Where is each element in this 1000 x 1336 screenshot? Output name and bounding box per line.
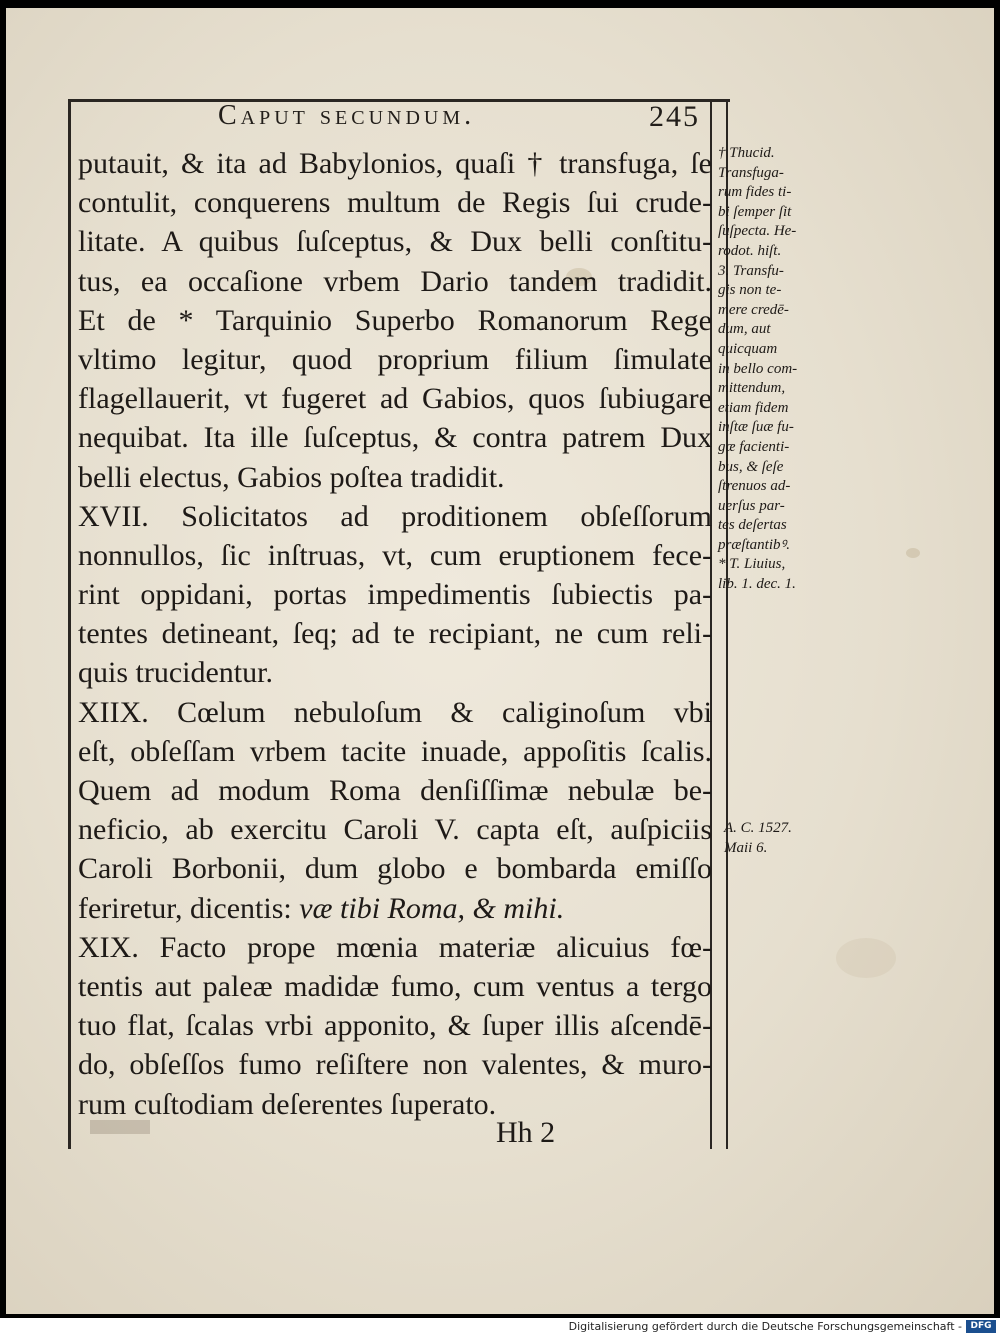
margin-note-line: mittendum, — [718, 380, 786, 397]
text-line: quis trucidentur. — [78, 656, 273, 690]
margin-note-line: etiam fidem — [718, 399, 789, 416]
paper-stain — [836, 938, 896, 978]
signature-mark: Hh 2 — [496, 1116, 556, 1149]
text-line: tentis aut paleæ madidæ fumo, cum ventus a tergo — [78, 969, 712, 1003]
paper-stain — [906, 548, 920, 558]
text-line: rum cuſtodiam deſerentes ſuperato. — [78, 1087, 497, 1121]
dfg-logo: DFG — [966, 1320, 996, 1333]
text-line: vltimo legitur, quod proprium filium ſimulate — [78, 342, 712, 376]
text-line: eſt, obſeſſam vrbem tacite inuade, appoſitis ſcalis. — [78, 734, 712, 768]
running-title: Caput secundum. — [218, 100, 476, 131]
margin-note-line: lib. 1. dec. 1. — [718, 576, 796, 593]
text-line: flagellauerit, vt fugeret ad Gabios, quos ſubiugare — [78, 382, 712, 416]
margin-note-line: rodot. hiſt. — [718, 242, 782, 259]
margin-note-line: * T. Liuius, — [718, 556, 786, 573]
margin-note-line: Maii 6. — [724, 840, 768, 856]
book-page — [6, 8, 994, 1314]
margin-note-line: bus, & ſeſe — [718, 458, 784, 475]
text-line: contulit, conquerens multum de Regis ſui crude- — [78, 186, 712, 220]
digitization-credit: Digitalisierung gefördert durch die Deutsche Forschungsgemeinschaft - — [568, 1320, 962, 1333]
page-number: 245 — [649, 100, 700, 133]
text-line: tentes detineant, ſeq; ad te recipiant, ne cum reli- — [78, 617, 712, 651]
margin-note-line: ſuſpecta. He- — [718, 223, 797, 240]
text-line: nonnullos, ſic inſtruas, vt, cum eruptionem fece- — [78, 538, 712, 572]
frame-rule-left — [68, 99, 71, 1149]
text-line: tuo flat, ſcalas vrbi apponito, & ſuper illis aſcendē- — [78, 1009, 712, 1043]
margin-note-line: dum, aut — [718, 321, 771, 338]
text-line: XIIX. Cœlum nebuloſum & caliginoſum vbi — [78, 695, 712, 729]
page-header — [126, 100, 706, 142]
margin-note-line: quicquam — [718, 340, 778, 357]
margin-note-line: in bello com- — [718, 360, 798, 377]
text-line: Et de * Tarquinio Superbo Romanorum Rege — [78, 303, 712, 337]
margin-note-line: A. C. 1527. — [724, 820, 792, 836]
margin-note-line: gæ facienti- — [718, 438, 790, 455]
margin-notes-date — [724, 818, 824, 858]
margin-note-line: Transfuga- — [718, 164, 784, 181]
margin-note-line: tes deſertas — [718, 517, 787, 534]
margin-note-line: mere credē- — [718, 301, 789, 318]
text-line: tus, ea occaſione vrbem Dario tandem tradidit. — [78, 264, 712, 298]
margin-notes — [718, 144, 824, 595]
text-line: feriretur, dicentis: — [78, 891, 292, 925]
text-line: XIX. Facto prope mœnia materiæ alicuius fœ- — [78, 930, 712, 964]
margin-note-line: uerſus par- — [718, 497, 785, 514]
margin-note-line: 3. Transfu- — [718, 262, 784, 279]
text-line: neficio, ab exercitu Caroli V. capta eſt, auſpiciis — [78, 813, 712, 847]
ink-smudge — [90, 1120, 150, 1134]
text-line-with-quote — [78, 889, 712, 928]
margin-note-line: ſtrenuos ad- — [718, 478, 791, 495]
text-line: rint oppidani, portas impedimentis ſubiectis pa- — [78, 578, 712, 612]
text-line: Caroli Borbonii, dum globo e bombarda emiſſo — [78, 852, 712, 886]
margin-note-line: rum fides ti- — [718, 184, 792, 201]
text-line: litate. A quibus ſuſceptus, & Dux belli conſtitu- — [78, 225, 712, 259]
text-line: nequibat. Ita ille ſuſceptus, & contra patrem Dux — [78, 421, 712, 455]
margin-note-line: † Thucid. — [718, 145, 775, 161]
text-line: belli electus, Gabios poſtea tradidit. — [78, 460, 505, 494]
text-line: XVII. Solicitatos ad proditionem obſeſſorum — [78, 499, 712, 533]
margin-note-line: præſtantibꝰ. — [718, 536, 790, 553]
text-line: Quem ad modum Roma denſiſſimæ nebulæ be- — [78, 774, 712, 807]
text-line: do, obſeſſos fumo reſiſtere non valentes, & muro- — [78, 1048, 712, 1082]
text-line: putauit, & ita ad Babylonios, quaſi † transfuga, ſe — [78, 147, 712, 180]
italic-quote: væ tibi Roma, & mihi. — [299, 891, 565, 925]
margin-note-line: inſtæ ſuæ fu- — [718, 419, 794, 436]
main-text-block — [78, 144, 712, 1124]
margin-note-line: bi ſemper ſit — [718, 203, 792, 220]
margin-note-line: gis non te- — [718, 282, 782, 299]
